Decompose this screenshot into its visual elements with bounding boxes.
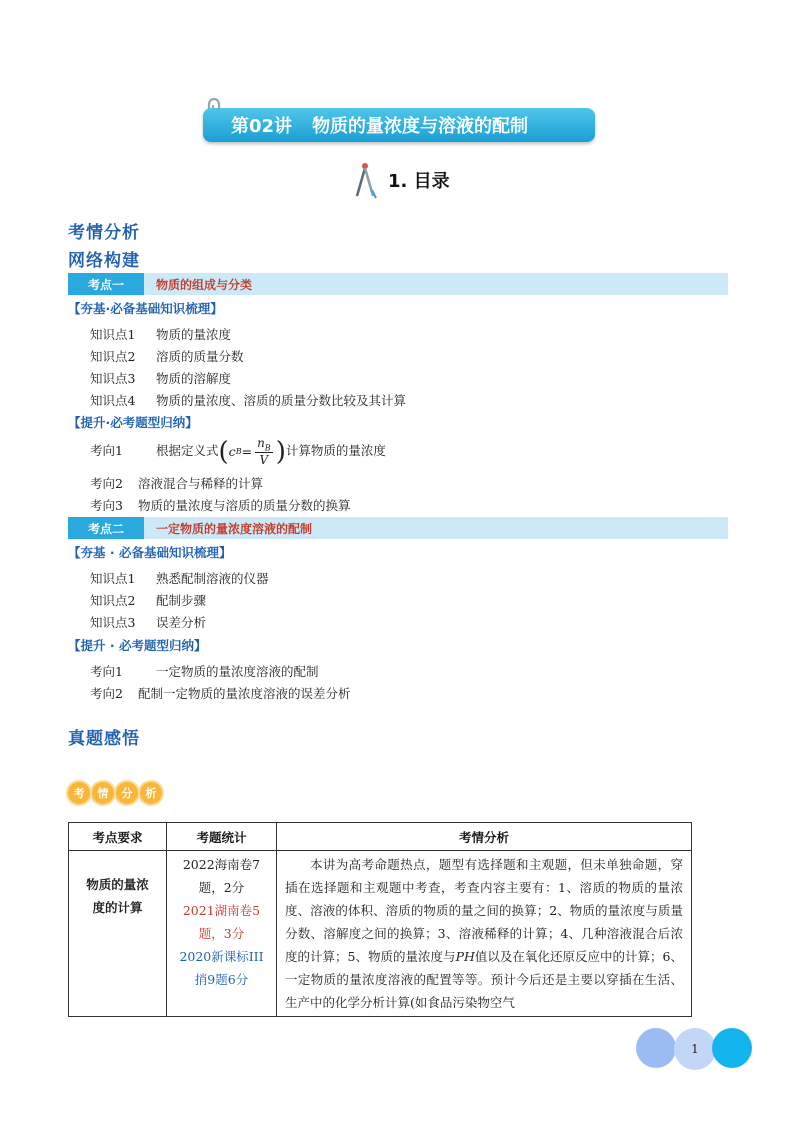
question-text: 一定物质的量浓度溶液的配制 bbox=[156, 664, 319, 679]
badge-char: 析 bbox=[140, 782, 162, 804]
table-row bbox=[69, 851, 692, 1017]
point1-knowledge-1[interactable] bbox=[90, 325, 231, 343]
table-header-row bbox=[69, 823, 692, 851]
point2-tag: 考点二 bbox=[68, 517, 144, 539]
exam-analysis-badge bbox=[68, 782, 162, 804]
point1-improve-head[interactable]: 【提升·必考题型归纳】 bbox=[68, 415, 198, 430]
point1-knowledge-2[interactable] bbox=[90, 347, 244, 365]
section-network[interactable]: 网络构建 bbox=[68, 251, 140, 271]
point2-bar[interactable] bbox=[68, 517, 728, 539]
question-key: 考向1 bbox=[90, 443, 123, 459]
toc-heading bbox=[352, 160, 450, 200]
point1-bar[interactable] bbox=[68, 273, 728, 295]
badge-char: 情 bbox=[92, 782, 114, 804]
compass-icon bbox=[352, 160, 378, 200]
point1-tag: 考点一 bbox=[68, 273, 144, 295]
page-number: 1 bbox=[674, 1028, 716, 1070]
knowledge-key: 知识点1 bbox=[90, 571, 136, 586]
knowledge-text: 物质的溶解度 bbox=[156, 371, 232, 386]
point1-basic-head[interactable]: 【夯基·必备基础知识梳理】 bbox=[68, 301, 223, 316]
question-text: 溶液混合与稀释的计算 bbox=[138, 476, 264, 491]
knowledge-text: 误差分析 bbox=[156, 615, 207, 630]
badge-char: 分 bbox=[116, 782, 138, 804]
point1-knowledge-3[interactable] bbox=[90, 369, 231, 387]
statistics-cell: 2022海南卷7 题，2分 2021湖南卷5 题，3分 2020新课标III 捎9题6分 bbox=[167, 851, 277, 1017]
knowledge-key: 知识点4 bbox=[90, 393, 136, 408]
knowledge-text: 配制步骤 bbox=[156, 593, 207, 608]
question-text: 配制一定物质的量浓度溶液的误差分析 bbox=[138, 686, 351, 701]
knowledge-key: 知识点3 bbox=[90, 371, 136, 386]
section-exam-analysis[interactable]: 考情分析 bbox=[68, 223, 140, 243]
question-text: 根据定义式 bbox=[156, 443, 219, 459]
knowledge-text: 溶质的质量分数 bbox=[156, 349, 244, 364]
knowledge-key: 知识点2 bbox=[90, 593, 136, 608]
question-key: 考向2 bbox=[90, 476, 123, 491]
point2-question-1[interactable] bbox=[90, 662, 319, 680]
knowledge-text: 熟悉配制溶液的仪器 bbox=[156, 571, 269, 586]
exam-analysis-table bbox=[68, 822, 692, 1017]
point1-question-2[interactable] bbox=[90, 474, 263, 492]
point2-knowledge-3[interactable] bbox=[90, 613, 206, 631]
point1-question-1[interactable] bbox=[90, 436, 386, 467]
point2-basic-head[interactable]: 【夯基 · 必备基础知识梳理】 bbox=[68, 545, 232, 560]
point1-title: 物质的组成与分类 bbox=[156, 277, 253, 292]
point2-knowledge-2[interactable] bbox=[90, 591, 206, 609]
title-banner bbox=[203, 108, 595, 142]
badge-char: 考 bbox=[68, 782, 90, 804]
column-header: 考情分析 bbox=[277, 823, 692, 851]
formula: ( c B = $\frac{n_B}{V}$ ) bbox=[218, 436, 286, 468]
knowledge-text: 物质的量浓度、溶质的质量分数比较及其计算 bbox=[156, 393, 407, 408]
point2-improve-head[interactable]: 【提升 · 必考题型归纳】 bbox=[68, 638, 207, 653]
question-text: 物质的量浓度与溶质的质量分数的换算 bbox=[138, 498, 351, 513]
toc-label: 1. 目录 bbox=[388, 171, 450, 192]
point1-knowledge-4[interactable] bbox=[90, 391, 406, 409]
knowledge-key: 知识点2 bbox=[90, 349, 136, 364]
requirement-cell: 物质的量浓 度的计算 bbox=[69, 851, 167, 1017]
page-circle-left bbox=[636, 1028, 676, 1068]
point1-question-3[interactable] bbox=[90, 496, 351, 514]
column-header: 考题统计 bbox=[167, 823, 277, 851]
point2-knowledge-1[interactable] bbox=[90, 569, 269, 587]
section-real-questions[interactable]: 真题感悟 bbox=[68, 729, 140, 749]
question-text: 计算物质的量浓度 bbox=[285, 443, 386, 459]
question-key: 考向3 bbox=[90, 498, 123, 513]
page-title bbox=[231, 112, 528, 138]
knowledge-key: 知识点3 bbox=[90, 615, 136, 630]
column-header: 考点要求 bbox=[69, 823, 167, 851]
lecture-title: 物质的量浓度与溶液的配制 bbox=[312, 116, 529, 137]
knowledge-text: 物质的量浓度 bbox=[156, 327, 232, 342]
question-key: 考向2 bbox=[90, 686, 123, 701]
point2-title: 一定物质的量浓度溶液的配制 bbox=[156, 521, 313, 536]
lecture-number: 第02讲 bbox=[231, 116, 293, 137]
point2-question-2[interactable] bbox=[90, 684, 351, 702]
question-key: 考向1 bbox=[90, 664, 123, 679]
knowledge-key: 知识点1 bbox=[90, 327, 136, 342]
analysis-cell: 本讲为高考命题热点，题型有选择题和主观题，但未单独命题，穿插在选择题和主观题中考查，考查内容主要有：1、溶质的物质的量浓度、溶液的体积、溶质的物质的量之间的换算；2、物质的量浓度与质量分数、溶解度之间的换算；3、溶液稀释的计算；4、几种溶液混合后浓度的计算；5、物质的量浓度与PH值以及在氧化还原反应中的计算；6、一定物质的量浓度溶液的配置等等。预计今后还是主要以穿插在生活、生产中的化学分析计算(如食品污染物空气 bbox=[277, 851, 692, 1017]
page-circle-right bbox=[712, 1028, 752, 1068]
